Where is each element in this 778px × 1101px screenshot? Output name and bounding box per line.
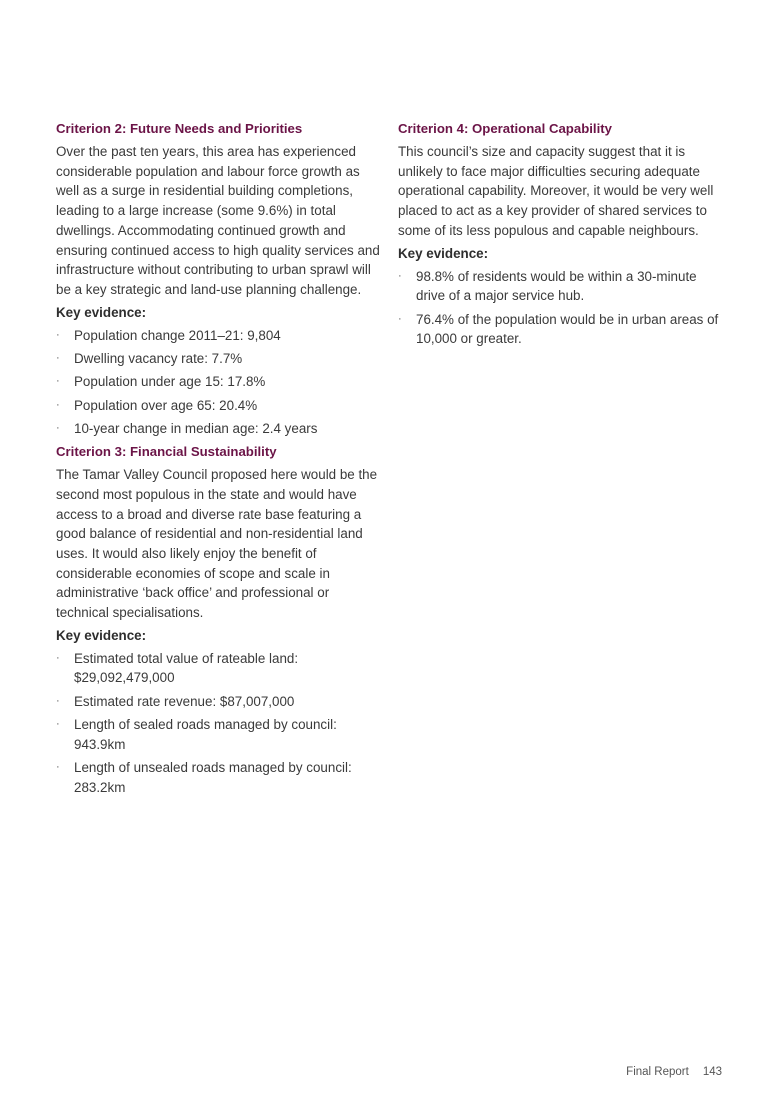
criterion-2-heading: Criterion 2: Future Needs and Priorities	[56, 121, 303, 136]
criterion-4-heading: Criterion 4: Operational Capability	[398, 121, 612, 136]
evidence-item	[56, 396, 380, 416]
evidence-item	[56, 326, 380, 346]
bullet-icon: ·	[56, 375, 60, 388]
evidence-item	[56, 372, 380, 392]
criterion-3-heading: Criterion 3: Financial Sustainability	[56, 444, 277, 460]
evidence-text: Length of sealed roads managed by council: 943.9km	[74, 717, 337, 752]
criterion-3-key-evidence-label: Key evidence:	[56, 627, 147, 643]
page-footer	[612, 1066, 722, 1078]
evidence-text: 98.8% of residents would be within a 30-minute drive of a major service hub.	[416, 268, 697, 304]
evidence-text: Estimated total value of rateable land: $29,092,479,000	[74, 650, 299, 686]
evidence-text: 76.4% of the population would be in urban areas of 10,000 or greater.	[416, 311, 719, 347]
evidence-item	[56, 692, 380, 712]
criterion-2-key-evidence-label: Key evidence:	[56, 304, 147, 320]
criterion-3-section	[56, 442, 380, 797]
evidence-item	[398, 310, 724, 349]
criterion-4-paragraph: This council’s size and capacity suggest that it is unlikely to face major difficulties securing adequate operational capability. Moreover, it would be very well placed to act as a key provider of shared services to some of its less populous and capable neighbours.	[398, 144, 714, 238]
criterion-3-evidence-list	[56, 649, 380, 798]
page-number: 143	[702, 1066, 722, 1078]
evidence-text: Dwelling vacancy rate: 7.7%	[74, 350, 243, 366]
left-column	[56, 119, 380, 801]
criterion-3-paragraph: The Tamar Valley Council proposed here would be the second most populous in the state and would have access to a broad and diverse rate base featuring a good balance of residential and non-residential land uses. It would also likely enjoy the benefit of considerable economies of scope and scale in administrative ‘back office’ and professional or technical specialisations.	[56, 467, 378, 621]
right-column	[398, 119, 724, 353]
criterion-4-evidence-list	[398, 267, 724, 349]
bullet-icon: ·	[56, 421, 60, 434]
bullet-icon: ·	[56, 351, 60, 364]
bullet-icon: ·	[56, 651, 60, 664]
evidence-item	[56, 715, 380, 754]
evidence-item	[56, 419, 380, 439]
criterion-2-evidence-list	[56, 326, 380, 439]
criterion-4-section	[398, 119, 724, 349]
bullet-icon: ·	[56, 694, 60, 707]
evidence-item	[398, 267, 724, 306]
bullet-icon: ·	[56, 718, 60, 731]
criterion-4-key-evidence-label: Key evidence:	[398, 245, 489, 261]
evidence-text: Length of unsealed roads managed by council: 283.2km	[74, 760, 352, 795]
evidence-item	[56, 758, 380, 797]
evidence-item	[56, 649, 380, 688]
bullet-icon: ·	[56, 398, 60, 411]
evidence-text: 10-year change in median age: 2.4 years	[74, 420, 318, 436]
bullet-icon: ·	[398, 269, 402, 282]
evidence-item	[56, 349, 380, 369]
evidence-text: Population over age 65: 20.4%	[74, 397, 258, 413]
evidence-text: Estimated rate revenue: $87,007,000	[74, 693, 295, 709]
bullet-icon: ·	[398, 312, 402, 325]
bullet-icon: ·	[56, 328, 60, 341]
criterion-2-paragraph: Over the past ten years, this area has experienced considerable population and labour force growth as well as a surge in residential building completions, leading to a large increase (some 9.6%) in total dwellings. Accommodating continued growth and ensuring continued access to high quality services and infrastructure without contributing to urban sprawl will be a key strategic and land-use planning challenge.	[56, 144, 380, 297]
bullet-icon: ·	[56, 761, 60, 774]
evidence-text: Population under age 15: 17.8%	[74, 374, 266, 390]
footer-label: Final Report	[626, 1066, 689, 1078]
evidence-text: Population change 2011–21: 9,804	[74, 327, 281, 343]
criterion-2-section	[56, 119, 380, 439]
